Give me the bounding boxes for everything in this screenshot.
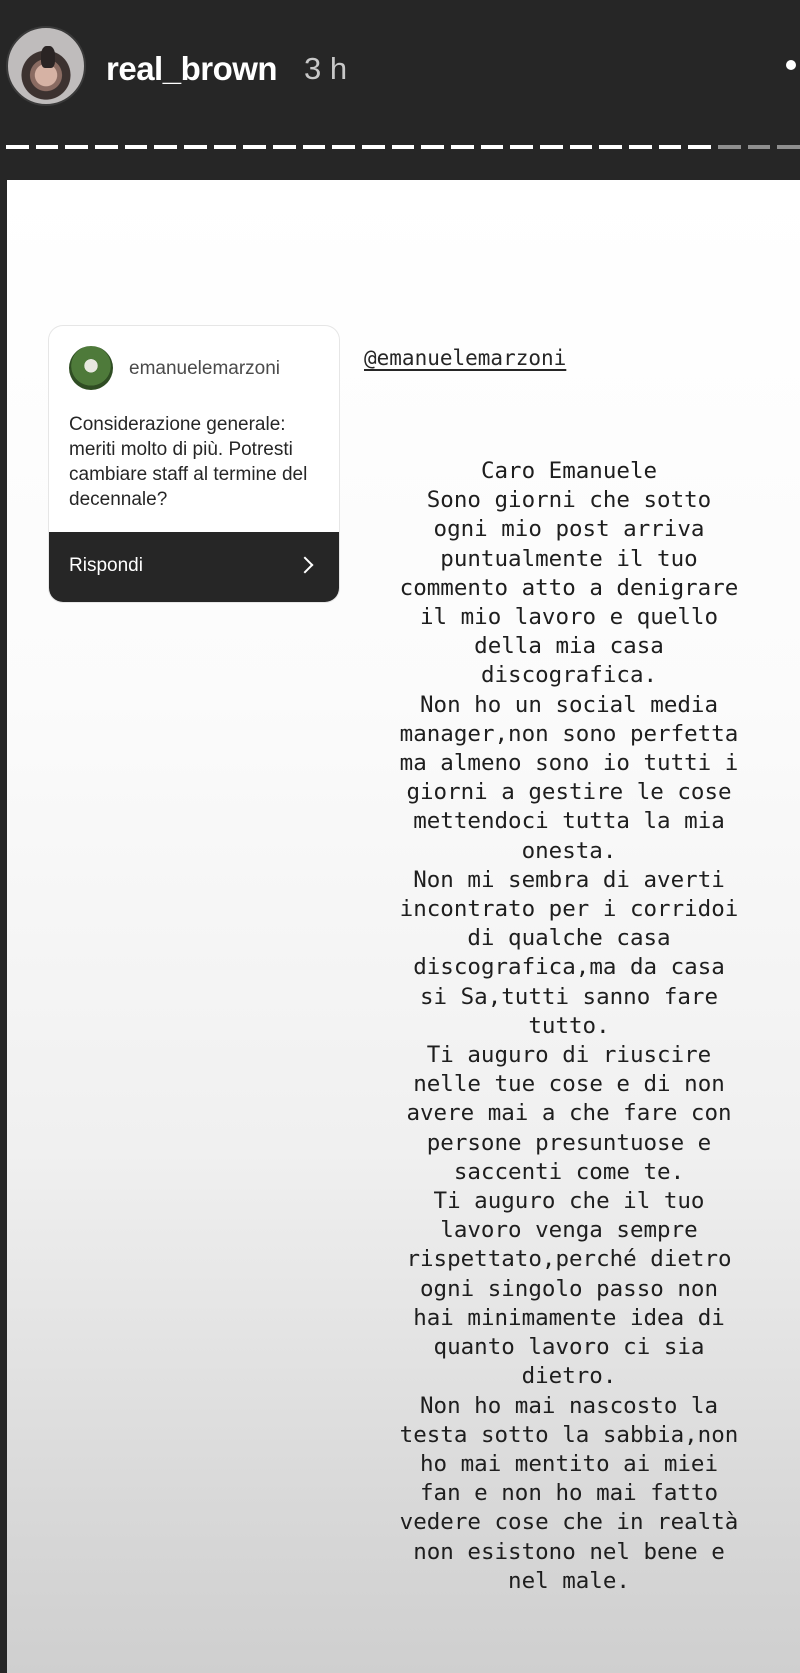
- progress-segment: [421, 145, 444, 149]
- reply-text-line: saccenti come te.: [453, 1158, 685, 1185]
- reply-text-line: manager,non sono perfetta: [399, 720, 739, 747]
- progress-segment: [570, 145, 593, 149]
- question-sticker[interactable]: [49, 326, 339, 602]
- progress-segment: [332, 145, 355, 149]
- asker-username: emanuelemarzoni: [129, 358, 281, 379]
- reply-text-line: nelle tue cose e di non: [413, 1071, 725, 1098]
- reply-text-line: persone presuntuose e: [426, 1129, 712, 1156]
- story-progress-bar: [6, 145, 800, 149]
- reply-text-line: Caro Emanuele: [480, 458, 658, 484]
- progress-segment: [718, 145, 741, 149]
- chevron-right-icon: [297, 557, 314, 574]
- progress-segment: [184, 145, 207, 149]
- user-avatar[interactable]: [6, 26, 86, 106]
- reply-text-line: Non mi sembra di averti: [413, 866, 725, 893]
- reply-text-line: vedere cose che in realtà: [399, 1509, 739, 1536]
- reply-text-line: onesta.: [521, 837, 617, 864]
- story-content[interactable]: [7, 180, 800, 1673]
- reply-text-line: giorni a gestire le cose: [406, 779, 732, 806]
- progress-segment: [125, 145, 148, 149]
- reply-text-line: discografica.: [480, 662, 658, 689]
- progress-segment: [540, 145, 563, 149]
- reply-text-line: il mio lavoro e quello: [419, 604, 718, 631]
- progress-segment: [481, 145, 504, 149]
- reply-button-label: Rispondi: [69, 555, 143, 576]
- progress-segment: [65, 145, 88, 149]
- reply-text-line: discografica,ma da casa: [413, 954, 725, 981]
- progress-segment: [688, 145, 711, 149]
- reply-text-line: si Sa,tutti sanno fare: [419, 983, 718, 1010]
- progress-segment: [243, 145, 266, 149]
- progress-segment: [36, 145, 59, 149]
- story-username[interactable]: real_brown: [106, 50, 278, 87]
- progress-segment: [214, 145, 237, 149]
- progress-segment: [362, 145, 385, 149]
- reply-text-line: Sono giorni che sotto: [426, 487, 712, 514]
- progress-segment: [510, 145, 533, 149]
- story-timestamp: 3 h: [304, 51, 348, 86]
- reply-text-line: ho mai mentito ai miei: [419, 1450, 718, 1477]
- reply-text-line: puntualmente il tuo: [440, 545, 698, 572]
- more-options-icon[interactable]: [786, 60, 796, 70]
- progress-segment: [95, 145, 118, 149]
- progress-segment: [629, 145, 652, 149]
- reply-text-line: non esistono nel bene e: [413, 1538, 725, 1565]
- progress-segment: [777, 145, 800, 149]
- reply-text-line: nel male.: [508, 1567, 630, 1594]
- reply-button[interactable]: [49, 532, 339, 602]
- reply-text-line: incontrato per i corridoi: [399, 896, 739, 923]
- reply-text-line: rispettato,perché dietro: [406, 1246, 732, 1273]
- question-text: Considerazione generale: meriti molto di più. Potresti cambiare staff al termine del decennale?: [69, 414, 308, 510]
- reply-text-line: lavoro venga sempre: [440, 1217, 698, 1244]
- reply-text-line: fan e non ho mai fatto: [419, 1480, 718, 1507]
- mention-link[interactable]: @emanuelemarzoni: [364, 346, 567, 370]
- progress-segment: [303, 145, 326, 149]
- reply-text-line: Non ho un social media: [419, 691, 718, 718]
- reply-text-line: tutto.: [528, 1012, 610, 1039]
- progress-segment: [392, 145, 415, 149]
- asker-avatar: [69, 346, 113, 390]
- story-reply-text: [347, 457, 791, 1596]
- reply-text-line: commento atto a denigrare: [399, 574, 739, 601]
- reply-text-line: Ti auguro di riuscire: [426, 1042, 712, 1069]
- reply-text-line: testa sotto la sabbia,non: [399, 1421, 739, 1448]
- reply-text-line: Non ho mai nascosto la: [419, 1392, 718, 1419]
- progress-segment: [659, 145, 682, 149]
- progress-segment: [451, 145, 474, 149]
- reply-text-line: ogni mio post arriva: [433, 516, 705, 543]
- reply-text-line: di qualche casa: [467, 925, 671, 952]
- reply-text-line: della mia casa: [474, 633, 664, 660]
- reply-text-line: ogni singolo passo non: [419, 1275, 718, 1302]
- progress-segment: [273, 145, 296, 149]
- reply-text-line: ma almeno sono io tutti i: [399, 750, 739, 777]
- progress-segment: [6, 145, 29, 149]
- reply-text-line: dietro.: [521, 1363, 617, 1390]
- progress-segment: [748, 145, 771, 149]
- progress-segment: [154, 145, 177, 149]
- progress-segment: [599, 145, 622, 149]
- story-header: [0, 0, 800, 180]
- reply-text-line: quanto lavoro ci sia: [433, 1334, 705, 1361]
- reply-text-line: avere mai a che fare con: [406, 1100, 732, 1127]
- reply-text-line: mettendoci tutta la mia: [413, 808, 725, 835]
- reply-text-line: Ti auguro che il tuo: [433, 1188, 705, 1215]
- reply-text-line: hai minimamente idea di: [413, 1304, 725, 1331]
